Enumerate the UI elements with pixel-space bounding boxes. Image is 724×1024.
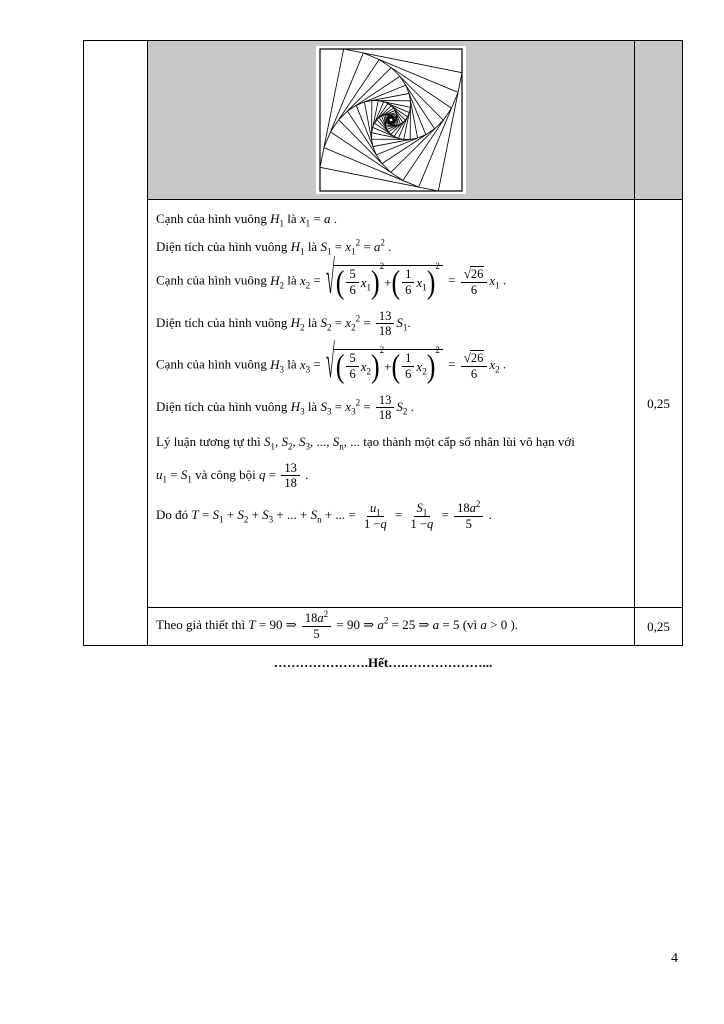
spiral-squares-figure [316,46,466,194]
solution-line-5: Cạnh của hình vuông $H_3$ là $x_3$ = √ ( $\frac{5}{6}$ $x_2$ ) 2 + ( $\frac{1}{6}$ $x_2$ ) 2 = √ 26 6 $x_2$ . [156,339,507,389]
score-value: 0,25 [647,395,670,411]
rotated-square-24 [389,118,393,122]
figure-score-cell [634,41,682,199]
conclusion-cell [148,607,634,645]
page-number: 4 [671,951,678,966]
score-cell-main [634,199,682,607]
figure-cell [148,41,634,199]
spiral-squares-svg [316,46,466,194]
end-label: Hết [368,655,389,670]
solution-line-7: Lý luận tương tự thì $S_1$, $S_2$, $S_3$, ..., $S_n$, ... tạo thành một cấp số nhân lùi vô hạn với [156,434,575,452]
solution-line-1: Cạnh của hình vuông $H_1$ là $x_1 = a$ . [156,211,337,229]
score-cell-conclusion [634,607,682,645]
solution-line-4: Diện tích của hình vuông $H_2$ là $S_2 = x_2^2$ = $\frac{13}{18}$ $S_1$. [156,308,411,339]
end-dots-right: ….………………... [388,655,493,670]
solution-table [83,40,683,646]
solution-line-8: $u_1 = S_1$ và công bội q = $\frac{13}{18}$ . [156,460,309,491]
solution-line-9: Do đó $T = S_1 + S_2 + S_3$ + ... + $S_n$ + ... = $u_1$ 1 − q = $S_1$ 1 − q = 18 $a^2$ 5 . [156,498,492,531]
end-dots-left: …………………. [273,655,369,670]
solution-body-cell [148,199,634,607]
question-number-cell [84,41,148,645]
solution-line-6: Diện tích của hình vuông $H_3$ là $S_3 = x_3^2$ = $\frac{13}{18}$ $S_2$ . [156,392,414,423]
solution-line-2: Diện tích của hình vuông $H_1$ là $S_1 = x_1^2 = a^2$ . [156,237,392,257]
conclusion-line: Theo giả thiết thì T = 90 ⇒ 18 $a^2$ 5 = 90 ⇒ $a^2 = 25$ ⇒ a = 5 (vì a > 0 ). [156,608,519,641]
end-marker [83,655,683,671]
solution-line-3: Cạnh của hình vuông $H_2$ là $x_2$ = √ ( $\frac{5}{6}$ $x_1$ ) 2 + ( $\frac{1}{6}$ $x_1$ ) 2 = √ 26 6 $x_1$ . [156,255,507,305]
score-value: 0,25 [647,618,670,634]
